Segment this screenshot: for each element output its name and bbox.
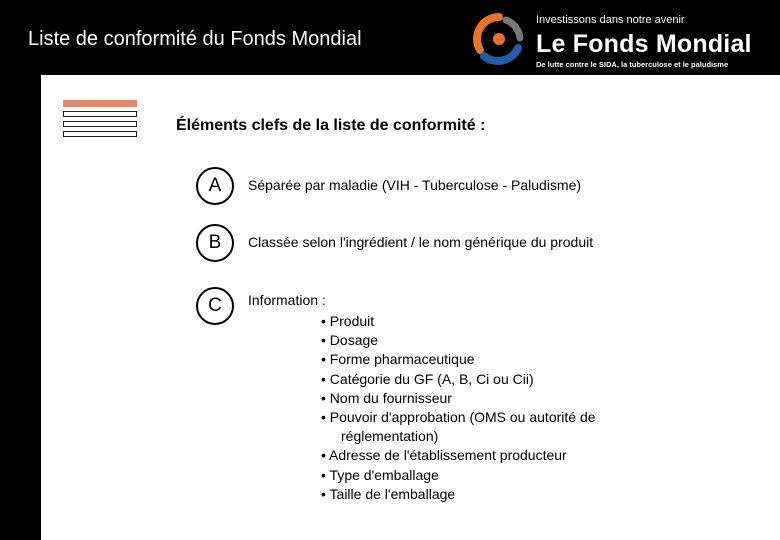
list-item: • Forme pharmaceutique — [321, 351, 475, 368]
list-item: • Catégorie du GF (A, B, Ci ou Cii) — [321, 370, 534, 387]
list-item-continuation: réglementation) — [341, 428, 439, 445]
section-heading: Éléments clefs de la liste de conformité : — [176, 117, 486, 134]
list-item: • Nom du fournisseur — [321, 389, 452, 406]
list-item: • Pouvoir d'approbation (OMS ou autorité de — [321, 409, 596, 426]
information-bullet-list — [321, 312, 596, 504]
list-item: • Taille de l'emballage — [321, 485, 456, 502]
letter-badge: B — [196, 224, 234, 262]
content-area — [41, 75, 780, 540]
item-text: Classée selon l'ingrédient / le nom générique du produit — [248, 234, 594, 250]
list-item: • Dosage — [321, 332, 379, 349]
logo-tagline: Investissons dans notre avenir — [536, 14, 685, 26]
item-text: Information : — [248, 292, 326, 308]
logo-name: Le Fonds Mondial — [536, 30, 752, 58]
stripe-accent — [63, 100, 137, 107]
list-item: • Adresse de l'établissement producteur — [321, 447, 567, 464]
global-fund-logo-icon — [472, 12, 526, 66]
list-item: • Produit — [321, 313, 375, 329]
page-title: Liste de conformité du Fonds Mondial — [28, 28, 362, 50]
logo-subline: De lutte contre le SIDA, la tuberculose et le paludisme — [536, 60, 729, 69]
stripe — [63, 121, 137, 127]
stripe — [63, 111, 137, 117]
letter-badge: A — [196, 167, 234, 205]
list-item: • Type d'emballage — [321, 466, 439, 483]
header-bar — [0, 0, 780, 75]
item-text: Séparée par maladie (VIH - Tuberculose - Paludisme) — [248, 177, 582, 193]
global-fund-logo — [470, 8, 780, 70]
letter-badge: C — [196, 287, 234, 325]
stripe — [63, 131, 137, 137]
decorative-stripes — [63, 100, 137, 141]
